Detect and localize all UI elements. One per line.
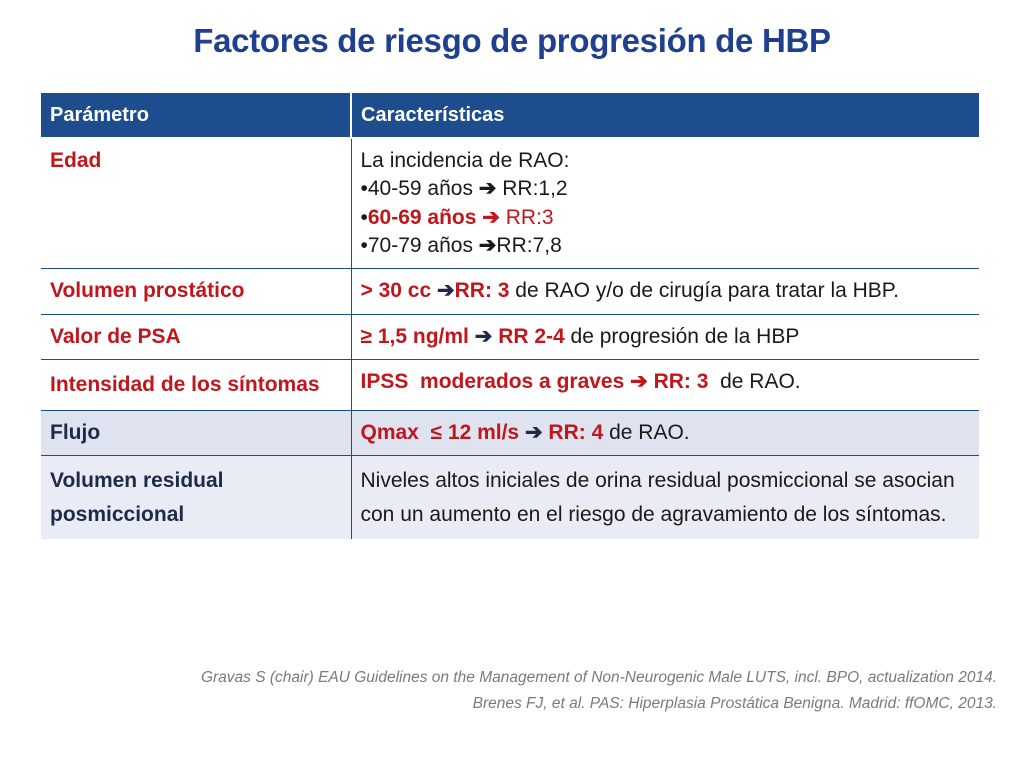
table-row-flujo (41, 410, 979, 455)
reference-1: Gravas S (chair) EAU Guidelines on the Management of Non-Neurogenic Male LUTS, incl. BPO, actualization 2014. (200, 669, 997, 686)
desc-volumen-residual: Niveles altos iniciales de orina residual posmiccional se asocian con un aumento en el riesgo de agravamiento de los síntomas. (351, 456, 979, 540)
rest-text: de RAO y/o de cirugía para tratar la HBP. (509, 279, 899, 303)
arrow-icon: ➔ (437, 279, 455, 303)
table-header-row (41, 93, 979, 138)
arrow-icon: ➔ (482, 205, 500, 229)
param-edad: Edad (41, 138, 351, 269)
arrow-icon: ➔ (478, 177, 497, 201)
header-caracteristicas: Características (351, 93, 979, 138)
references (37, 665, 997, 717)
table-row-volumen-prostatico (41, 269, 979, 314)
arrow-icon: ➔ (474, 324, 493, 348)
param-psa: Valor de PSA (41, 314, 351, 359)
header-parametro: Parámetro (41, 93, 351, 138)
rr-value: RR 2-4 (498, 324, 565, 348)
risk-factors-table (41, 93, 979, 539)
reference-2: Brenes FJ, et al. PAS: Hiperplasia Prostática Benigna. Madrid: ffOMC, 2013. (472, 695, 997, 712)
desc-psa (351, 314, 979, 359)
desc-edad (351, 138, 979, 269)
edad-item-2: •60-69 años ➔ RR:3 (361, 204, 971, 232)
arrow-icon: ➔ (478, 234, 497, 258)
rest-text: de RAO. (708, 370, 801, 394)
edad-intro: La incidencia de RAO: (360, 149, 570, 172)
rr-value: RR: 3 (653, 370, 709, 394)
param-intensidad: Intensidad de los síntomas (41, 360, 351, 411)
lead-value: IPSS moderados a graves (360, 370, 625, 394)
rr-value: RR: 3 (454, 279, 510, 303)
age-range: 70-79 años (367, 234, 473, 258)
age-range: 40-59 años (367, 177, 473, 201)
table-row-volumen-residual (41, 456, 979, 540)
rr-value: RR:3 (505, 205, 554, 229)
desc-intensidad (351, 360, 979, 411)
table-row-edad (41, 138, 979, 269)
edad-item-1: •40-59 años ➔ RR:1,2 (361, 175, 971, 203)
rr-value: RR:7,8 (496, 234, 562, 258)
lead-value: Qmax ≤ 12 ml/s (360, 420, 520, 444)
lead-value: ≥ 1,5 ng/ml (360, 324, 469, 348)
rest-text: de RAO. (603, 420, 690, 444)
param-volumen-residual: Volumen residual posmiccional (41, 456, 351, 540)
rr-value: RR:1,2 (502, 177, 568, 201)
age-range: 60-69 años (367, 205, 477, 229)
table-row-psa (41, 314, 979, 359)
arrow-icon: ➔ (524, 420, 543, 444)
param-flujo: Flujo (41, 410, 351, 455)
rest-text: de progresión de la HBP (564, 324, 800, 348)
desc-volumen-prostatico (351, 269, 979, 314)
desc-flujo (351, 410, 979, 455)
table-row-intensidad (41, 360, 979, 411)
slide-title: Factores de riesgo de progresión de HBP (193, 22, 831, 59)
rr-value: RR: 4 (548, 420, 604, 444)
arrow-icon: ➔ (630, 370, 648, 394)
lead-value: > 30 cc (360, 279, 432, 303)
param-volumen-prostatico: Volumen prostático (41, 269, 351, 314)
edad-item-3: •70-79 años ➔RR:7,8 (361, 232, 971, 260)
